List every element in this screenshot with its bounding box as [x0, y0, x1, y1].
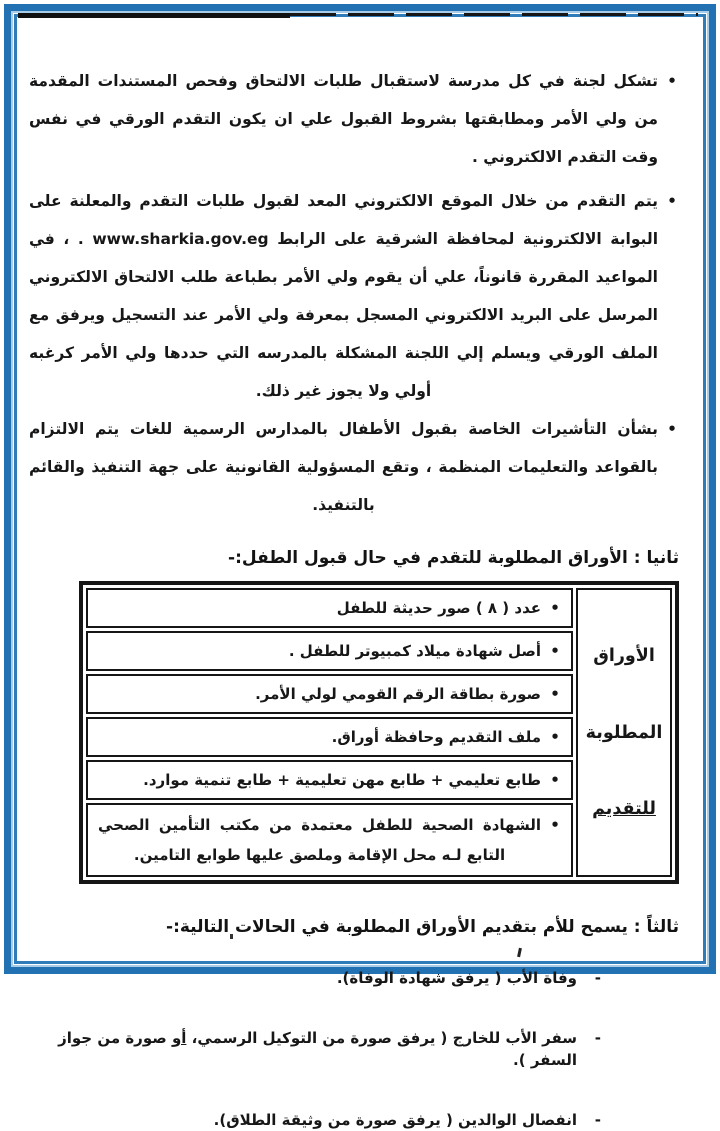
list-item-text — [214, 1109, 577, 1131]
table-cell-text: الشهادة الصحية للطفل معتمدة من مكتب التأمين الصحي التابع لـه محل الإقامة وملصق عليها طوابع التامين. — [98, 816, 541, 864]
table-cell-text: عدد ( ٨ ) صور حديثة للطفل — [336, 599, 541, 617]
section-heading-third: ثالثاً : يسمح للأم بتقديم الأوراق المطلوبة في الحالات التالية:- — [166, 917, 679, 937]
bullet-icon: • — [550, 685, 560, 703]
list-item — [29, 967, 679, 989]
table-row — [86, 674, 573, 714]
bullet-icon: • — [667, 420, 677, 438]
bullet-icon: • — [550, 599, 560, 617]
list-item-text-pre: سفر الأب للخارج ( يرفق صورة من التوكيل الرسمي، — [186, 1029, 577, 1047]
table-row — [86, 631, 573, 671]
scan-artifact-bar-dashed — [290, 13, 698, 16]
dash-icon: - — [594, 1029, 601, 1047]
table-rows-column — [86, 588, 573, 877]
paragraph-text: تشكل لجنة في كل مدرسة لاستقبال طلبات الالتحاق وفحص المستندات المقدمة من ولي الأمر ومطابقتها بشروط القبول علي ان يكون التقدم الورقي في نفس وقت التقدم الالكتروني . — [29, 72, 658, 166]
table-row — [86, 717, 573, 757]
table-cell-text: صورة بطاقة الرقم القومي لولي الأمر. — [255, 685, 541, 703]
bullet-icon: • — [550, 771, 560, 789]
list-item-text — [337, 967, 577, 989]
list-item-text-post: صورة من جواز السفر ). — [58, 1029, 577, 1069]
table-label-word: المطلوبة — [585, 722, 663, 743]
required-documents-table — [79, 581, 679, 884]
list-item — [29, 1027, 679, 1071]
intro-paragraph — [29, 410, 679, 524]
table-row — [86, 803, 573, 877]
table-row — [86, 760, 573, 800]
dash-icon: - — [594, 969, 601, 987]
table-cell-text: ملف التقديم وحافظة أوراق. — [331, 728, 541, 746]
intro-paragraph — [29, 62, 679, 176]
paragraph-text: بشأن التأشيرات الخاصة بقبول الأطفال بالمدارس الرسمية للغات يتم الالتزام بالقواعد والتعليمات المنظمة ، وتقع المسؤولية القانونية على جهة التنفيذ والقائم بالتنفيذ. — [29, 420, 658, 514]
list-item-text-underlined: أو — [171, 1029, 187, 1047]
section-heading-second: ثانيا : الأوراق المطلوبة للتقدم في حال قبول الطفل:- — [228, 548, 679, 568]
list-item-text — [29, 1027, 577, 1071]
bullet-icon: • — [550, 816, 560, 834]
document-content — [17, 17, 703, 1129]
allowed-cases-list — [29, 967, 679, 1131]
bullet-icon: • — [550, 728, 560, 746]
dash-icon: - — [594, 1111, 601, 1129]
table-label-word: الأوراق — [593, 646, 655, 667]
bullet-icon: • — [550, 642, 560, 660]
bullet-icon: • — [667, 192, 677, 210]
table-cell-text: طابع تعليمي + طابع مهن تعليمية + طابع تنمية موارد. — [143, 771, 541, 789]
table-cell-text: أصل شهادة ميلاد كمبيوتر للطفل . — [288, 642, 541, 660]
list-item-text-pre: وفاة الأب ( يرفق شهادة الوفاة). — [336, 969, 577, 987]
table-label-column — [576, 588, 672, 877]
table-row — [86, 588, 573, 628]
table-label-word: للتقديم — [592, 798, 656, 819]
paragraph-text: يتم التقدم من خلال الموقع الالكتروني المعد لقبول طلبات التقدم والمعلنة على البوابة الالكترونية لمحافظة الشرقية على الرابط www.sharkia.gov.eg . ، في المواعيد المقررة قانوناً، علي أن يقوم ولي الأمر بطباعة طلب الالتحاق الالكتروني المرسل على البريد الالكتروني المسجل بمعرفة ولي الأمر عند التسجيل ويرفق مع الملف الورقي ويسلم إلي اللجنة المشكلة بالمدرسه التي حددها ولي الأمر كرغبه أولي ولا يجوز غير ذلك. — [29, 192, 659, 400]
bullet-icon: • — [667, 72, 677, 90]
list-item-text-pre: انفصال الوالدين ( يرفق صورة من وثيقة الطلاق). — [213, 1111, 577, 1129]
list-item — [29, 1109, 679, 1131]
intro-paragraph — [29, 182, 679, 410]
